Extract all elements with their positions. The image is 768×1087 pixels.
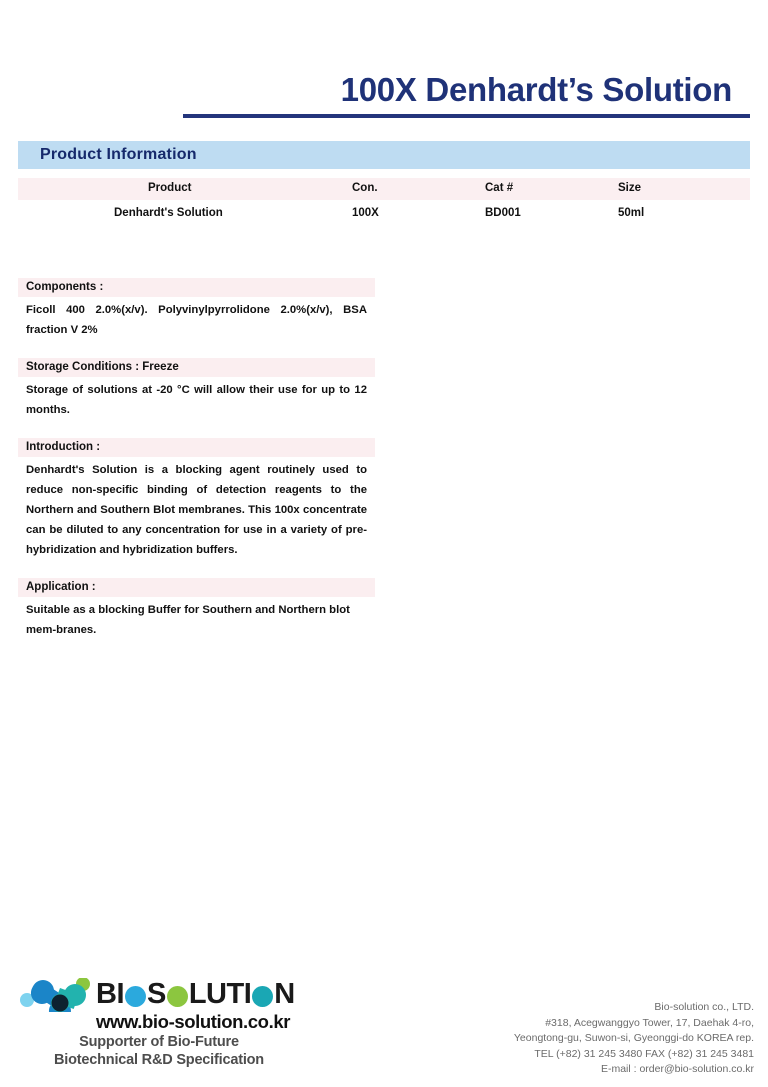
- column-header-con: Con.: [352, 182, 378, 194]
- section-introduction: [18, 438, 375, 560]
- document-title-block: [0, 70, 768, 122]
- product-information-label: Product Information: [40, 146, 197, 163]
- logo-wordmark: [96, 978, 295, 1010]
- section-body-introduction: Denhardt's Solution is a blocking agent routinely used to reduce non-specific binding of detection reagents to the Northern and Southern Blot membranes. This 100x concentrate can be diluted to any concentration for use in a variety of pre-hybridization and hybridization buffers.: [26, 464, 367, 556]
- company-address-block: [424, 1000, 754, 1078]
- logo-tagline-primary: Supporter of Bio-Future: [79, 1034, 239, 1050]
- section-heading-storage: Storage Conditions : Freeze: [18, 358, 375, 377]
- wordmark-luti: LUTI: [188, 978, 252, 1010]
- address-line-phone: TEL (+82) 31 245 3480 FAX (+82) 31 245 3481: [534, 1047, 754, 1060]
- section-storage-conditions: [18, 358, 375, 420]
- column-header-size: Size: [618, 182, 642, 194]
- wordmark-n: N: [274, 978, 295, 1010]
- page-title: 100X Denhardt’s Solution: [340, 71, 732, 108]
- company-logo-block: [14, 978, 304, 1078]
- section-heading-introduction: Introduction :: [18, 438, 375, 457]
- cell-cat: BD001: [485, 207, 521, 219]
- title-underline-rule: [183, 114, 750, 118]
- cell-product: Denhardt's Solution: [114, 207, 223, 219]
- table-header-row: [18, 178, 750, 200]
- section-heading-application: Application :: [18, 578, 375, 597]
- wordmark-o-blue-icon: [125, 986, 146, 1007]
- address-line-company: Bio-solution co., LTD.: [654, 1001, 754, 1013]
- wordmark-o-teal-icon: [252, 986, 273, 1007]
- cell-size: 50ml: [618, 207, 645, 219]
- address-line-email[interactable]: E-mail : order@bio-solution.co.kr: [600, 1063, 754, 1075]
- column-header-cat: Cat #: [485, 182, 514, 194]
- logo-row: [14, 978, 304, 1012]
- section-application: [18, 578, 375, 640]
- wordmark-o-green-icon: [167, 986, 188, 1007]
- cell-con: 100X: [352, 207, 379, 219]
- wordmark-bi: BI: [96, 978, 124, 1010]
- section-components: [18, 278, 375, 340]
- company-website-url[interactable]: www.bio-solution.co.kr: [96, 1011, 291, 1032]
- column-header-product: Product: [148, 182, 192, 194]
- product-information-header-bar: [18, 140, 750, 170]
- section-body-storage: Storage of solutions at -20 °C will allow their use for up to 12 months.: [26, 384, 367, 416]
- table-row: [18, 200, 750, 228]
- address-line-street: #318, Acegwanggyo Tower, 17, Daehak 4-ro,: [545, 1016, 754, 1029]
- address-line-region: Yeongtong-gu, Suwon-si, Gyeonggi-do KOREA rep.: [513, 1032, 754, 1044]
- product-table: [18, 178, 750, 228]
- section-heading-components: Components :: [18, 278, 375, 297]
- molecule-icon: [20, 978, 92, 1017]
- wordmark-s: S: [147, 978, 166, 1010]
- section-body-components: Ficoll 400 2.0%(x/v). Polyvinylpyrrolidone 2.0%(x/v), BSA fraction V 2%: [26, 304, 367, 336]
- logo-tagline-secondary: Biotechnical R&D Specification: [54, 1052, 264, 1068]
- section-body-application: Suitable as a blocking Buffer for Southern and Northern blot mem-branes.: [26, 604, 350, 636]
